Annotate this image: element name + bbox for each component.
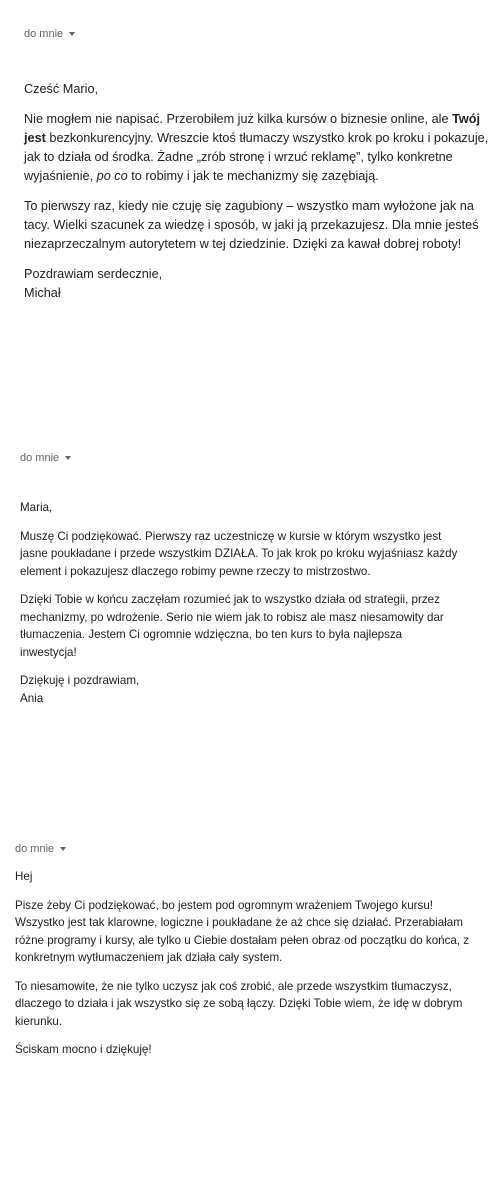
signature: Michał (24, 286, 61, 300)
greeting: Cześć Mario, (24, 82, 99, 96)
closing: Ściskam mocno i dziękuję! (15, 1043, 152, 1056)
greeting: Maria, (20, 501, 53, 514)
greeting: Hej (15, 870, 33, 883)
email-body (15, 868, 485, 1059)
caret-down-icon[interactable] (69, 32, 75, 36)
paragraph-2: Dzięki Tobie w końcu zaczęłam rozumieć jak to wszystko działa od strategii, przez mechanizmy, po wdrożenie. Serio nie wiem jak to robisz ale masz niesamowity dar tłumaczenia. Jestem Ci ogromnie wdzięczna, bo ten kurs to była najlepsza inwestycja! (20, 593, 444, 659)
email-message-2 (0, 420, 503, 830)
italic-text: po co (96, 169, 128, 183)
email-message-1 (0, 0, 503, 420)
paragraph-2: To niesamowite, że nie tylko uczysz jak coś zrobić, ale przede wszystkim tłumaczysz, dlaczego to działa i jak wszystko się ze sobą łączy. Dzięki Tobie wiem, że idę w dobrym kierunku. (15, 979, 463, 1028)
paragraph-text: Nie mogłem nie napisać. Przerobiłem już kilka kursów o biznesie online, ale (24, 112, 453, 126)
recipient-dropdown[interactable] (24, 28, 75, 40)
recipient-label: do mnie (24, 28, 64, 40)
signature: Ania (20, 691, 44, 705)
paragraph-1: Muszę Ci podziękować. Pierwszy raz uczestniczę w kursie w którym wszystko jest jasne poukładane i przede wszystkim DZIAŁA. To jak krok po kroku wyjaśniasz każdy element i pokazujesz dlaczego robimy pewne rzeczy to mistrzostwo. (20, 529, 458, 578)
closing: Dziękuję i pozdrawiam, (20, 674, 140, 687)
email-message-3 (0, 830, 503, 1182)
email-body (24, 80, 492, 303)
caret-down-icon[interactable] (65, 456, 71, 460)
recipient-dropdown[interactable] (20, 452, 71, 464)
paragraph-1: Pisze żeby Ci podziękować, bo jestem pod ogromnym wrażeniem Twojego kursu! Wszystko jest tak klarowne, logiczne i poukładane że aż chce się działać. Przerabiałam różne programy i kursy, ale tylko u Ciebie dostałam pełen obraz od początku do końca, z konkretnym wytłumaczeniem jak działa cały system. (15, 898, 470, 964)
recipient-dropdown[interactable] (15, 843, 66, 855)
paragraph-2: To pierwszy raz, kiedy nie czuję się zagubiony – wszystko mam wyłożone jak na tacy. Wielki szacunek za wiedzę i sposób, w jaki ją przekazujesz. Dla mnie jesteś niezaprzeczalnym autorytetem w tej dziedzinie. Dzięki za kawał dobrej roboty! (24, 199, 479, 251)
paragraph-text: to robimy i jak te mechanizmy się zazębiają. (127, 169, 379, 183)
paragraph-1 (24, 110, 492, 186)
email-body (20, 499, 460, 707)
recipient-label: do mnie (15, 843, 55, 855)
closing: Pozdrawiam serdecznie, (24, 267, 163, 281)
paragraph-text: bezkonkurencyjny. Wreszcie ktoś tłumaczy wszystko krok po kroku i pokazuje, jak to działa od środka. Żadne „zrób stronę i wrzuć reklamę”, tylko konkretne wyjaśnienie, (24, 131, 489, 183)
caret-down-icon[interactable] (60, 847, 66, 851)
recipient-label: do mnie (20, 452, 60, 464)
bold-text: Twój jest (24, 112, 481, 145)
